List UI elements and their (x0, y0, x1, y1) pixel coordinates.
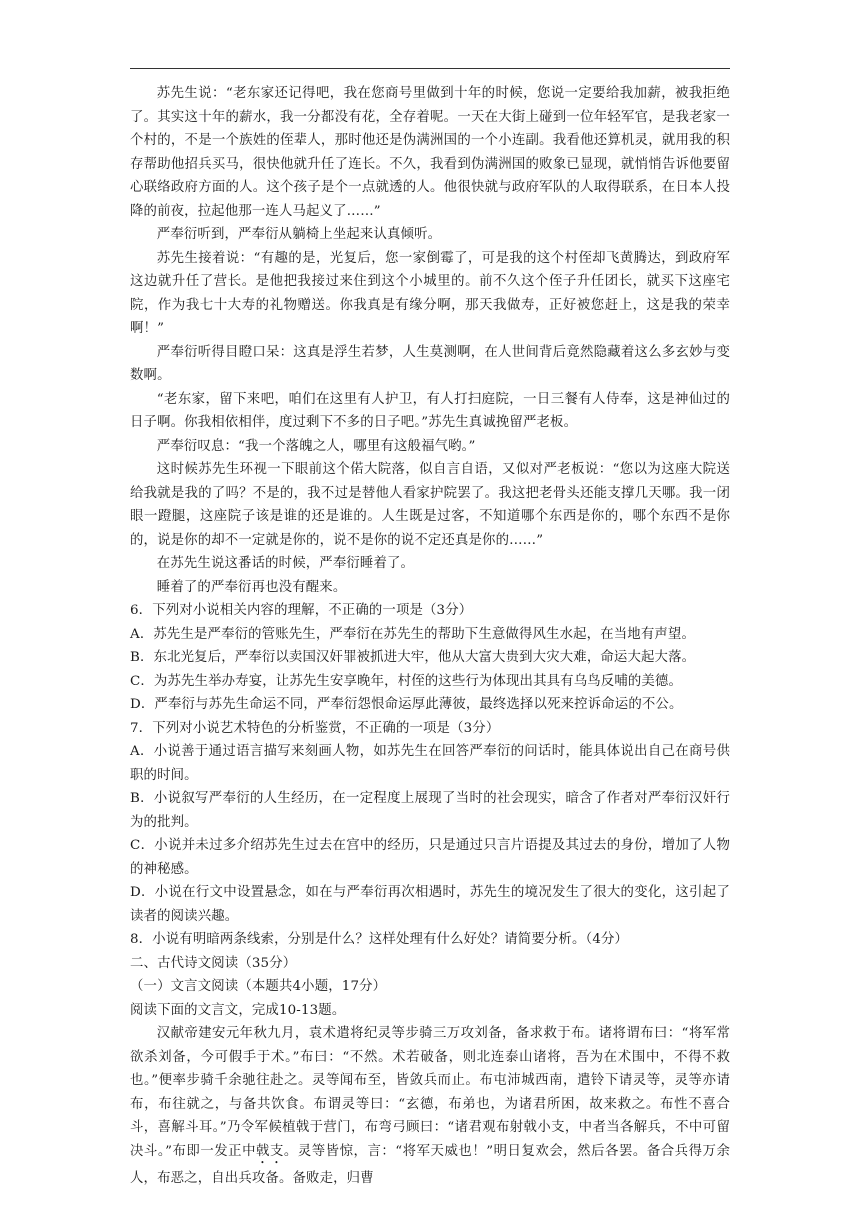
story-paragraph: 苏先生接着说：“有趣的是，光复后，您一家倒霉了，可是我的这个村侄却飞黄腾达，到政府军这边就升任了营长。是他把我接过来住到这个小城里的。前不久这个侄子升任团长，就买下这座宅院，作为我七十大寿的礼物赠送。你我真是有缘分啊，那天我做寿，正好被您赶上，这是我的荣幸啊！” (130, 250, 730, 336)
question-7-option-d: D．小说在行文中设置悬念，如在与严奉衍再次相遇时，苏先生的境况发生了很大的变化，这引起了读者的阅读兴趣。 (130, 885, 730, 924)
story-paragraph: 严奉衍听得目瞪口呆：这真是浮生若梦，人生莫测啊，在人世间背后竟然隐藏着这么多玄妙与变数啊。 (130, 344, 730, 383)
question-8: 8．小说有明暗两条线索，分别是什么？这样处理有什么好处？请简要分析。（4分） (130, 932, 629, 947)
subsection-heading: （一）文言文阅读（本题共4小题，17分） (130, 979, 387, 994)
question-7-option-c: C．小说并未过多介绍苏先生过去在宫中的经历，只是通过只言片语提及其过去的身份，增加了人物的神秘感。 (130, 838, 730, 877)
question-6-option-b: B．东北光复后，严奉衍以卖国汉奸罪被抓进大牢，他从大富大贵到大灾大难，命运大起大落。 (130, 650, 696, 665)
section-heading: 二、古代诗文阅读（35分） (130, 955, 297, 971)
classical-text-part2: 。灵等皆惊，言：“将军天威也！”明日复欢会，然后各罢。备合兵得万余人，布恶之，自出兵攻备。备败走，归曹 (130, 1143, 730, 1186)
story-paragraph: 在苏先生说这番话的时候，严奉衍睡着了。 (156, 556, 415, 571)
story-paragraph: 苏先生说：“老东家还记得吧，我在您商号里做到十年的时候，您说一定要给我加薪，被我拒绝了。其实这十年的薪水，我一分都没有花，全存着呢。一天在大街上碰到一位年轻军官，是我老家一个村的，不是一个族姓的侄辈人，那时他还是伪满洲国的一个小连副。我看他还算机灵，就用我的积存帮助他招兵买马，很快他就升任了连长。不久，我看到伪满洲国的败象已显现，就悄悄告诉他要留心联络政府方面的人。这个孩子是个一点就透的人。他很快就与政府军队的人取得联系，在日本人投降的前夜，拉起他那一连人马起义了……” (130, 86, 730, 219)
header-rule (130, 68, 730, 69)
story-paragraph: 这时候苏先生环视一下眼前这个偌大院落，似自言自语，又似对严老板说：“您以为这座大院送给我就是我的了吗？不是的，我不过是替他人看家护院罢了。我这把老骨头还能支撑几天哪。我一闭眼一蹬腿，这座院子该是谁的还是谁的。人生既是过客，不知道哪个东西是你的，哪个东西不是你的，说是你的却不一定就是你的，说不是你的说不定还真是你的……” (130, 462, 730, 548)
question-7-stem: 7．下列对小说艺术特色的分析鉴赏，不正确的一项是（3分） (130, 720, 500, 736)
reading-instruction: 阅读下面的文言文，完成10-13题。 (130, 1002, 346, 1018)
question-6-option-a: A．苏先生是严奉衍的管账先生，严奉衍在苏先生的帮助下生意做得风生水起，在当地有声望。 (130, 626, 695, 642)
emphasis-dotted-text: 戟支 (256, 1143, 284, 1159)
question-7-option-a: A．小说善于通过语言描写来刻画人物，如苏先生在回答严奉衍的问话时，能具体说出自己在商号供职的时间。 (130, 744, 730, 783)
story-paragraph: “老东家，留下来吧，咱们在这里有人护卫，有人打扫庭院，一日三餐有人侍奉，这是神仙过的日子啊。你我相依相伴，度过剩下不多的日子吧。”苏先生真诚挽留严老板。 (130, 391, 730, 430)
story-paragraph: 严奉衍听到，严奉衍从躺椅上坐起来认真倾听。 (156, 227, 442, 242)
classical-text-paragraph (130, 1022, 730, 1190)
page-content (130, 82, 730, 1190)
story-paragraph: 严奉衍叹息：“我一个落魄之人，哪里有这般福气哟。” (156, 438, 476, 454)
question-6-option-d: D．严奉衍与苏先生命运不同，严奉衍怨恨命运厚此薄彼，最终选择以死来控诉命运的不公。 (130, 697, 683, 712)
question-6-stem: 6．下列对小说相关内容的理解，不正确的一项是（3分） (130, 603, 473, 618)
classical-text-part1: 汉献帝建安元年秋九月，袁术遣将纪灵等步骑三万攻刘备，备求救于布。诸将谓布曰：“将军常欲杀刘备，今可假手于术。”布曰：“不然。术若破备，则北连泰山诸将，吾为在术围中，不得不救也。”便率步骑千余驰往赴之。灵等闻布至，皆敛兵而止。布屯沛城西南，遣铃下请灵等，灵等亦请布，布往就之，与备共饮食。布谓灵等曰：“玄德，布弟也，为诸君所困，故来救之。布性不喜合斗，喜解斗耳。”乃令军候植戟于营门，布弯弓顾曰：“诸君观布射戟小支，中者当各解兵，不中可留决斗。”布即一发正中 (130, 1026, 730, 1159)
question-6-option-c: C．为苏先生举办寿宴，让苏先生安享晚年，村侄的这些行为体现出其具有乌鸟反哺的美德。 (130, 673, 683, 689)
question-7-option-b: B．小说叙写严奉衍的人生经历，在一定程度上展现了当时的社会现实，暗含了作者对严奉衍汉奸行为的批判。 (130, 791, 730, 830)
story-paragraph: 睡着了的严奉衍再也没有醒来。 (156, 579, 347, 595)
